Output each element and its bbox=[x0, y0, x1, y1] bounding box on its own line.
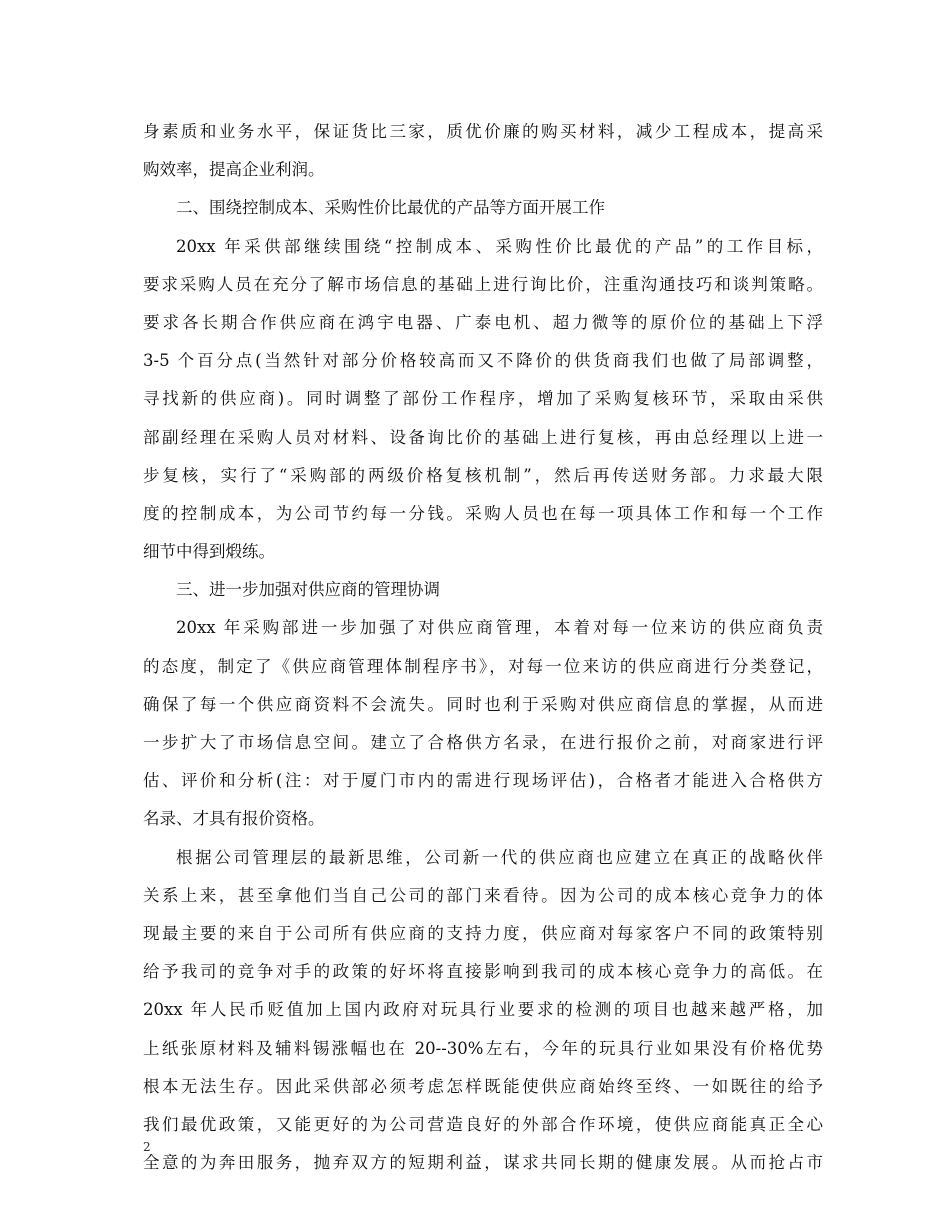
text-line: 20xx 年采供部继续围绕“控制成本、采购性价比最优的产品”的工作目标， bbox=[176, 236, 823, 256]
text-line: 要求各长期合作供应商在鸿宇电器、广泰电机、超力微等的原价位的基础上下浮 bbox=[143, 312, 823, 332]
text-line: 身素质和业务水平，保证货比三家，质优价廉的购买材料，减少工程成本，提高采 bbox=[143, 122, 823, 141]
text-line: 20xx 年采购部进一步加强了对供应商管理，本着对每一位来访的供应商负责 bbox=[176, 618, 823, 638]
text-line: 我们最优政策，又能更好的为公司营造良好的外部合作环境，使供应商能真正全心 bbox=[143, 1114, 823, 1134]
text-line: 关系上来，甚至拿他们当自己公司的部门来看待。因为公司的成本核心竞争力的体 bbox=[143, 885, 823, 905]
text-line: 3-5 个百分点(当然针对部分价格较高而又不降价的供货商我们也做了局部调整， bbox=[143, 351, 823, 371]
text-line: 确保了每一个供应商资料不会流失。同时也利于采购对供应商信息的掌握，从而进 bbox=[143, 694, 823, 714]
text-line: 寻找新的供应商)。同时调整了部份工作程序，增加了采购复核环节，采取由采供 bbox=[143, 389, 823, 409]
text-line: 三、进一步加强对供应商的管理协调 bbox=[176, 580, 440, 600]
text-line: 估、评价和分析(注：对于厦门市内的需进行现场评估)，合格者才能进入合格供方 bbox=[143, 771, 823, 791]
text-line: 现最主要的来自于公司所有供应商的支持力度，供应商对每家客户不同的政策特别 bbox=[143, 923, 823, 943]
text-line: 根本无法生存。因此采供部必须考虑怎样既能使供应商始终至终、一如既往的给予 bbox=[143, 1076, 823, 1096]
text-line: 细节中得到煅练。 bbox=[143, 542, 275, 562]
text-line: 一步扩大了市场信息空间。建立了合格供方名录，在进行报价之前，对商家进行评 bbox=[143, 733, 823, 752]
text-line: 度的控制成本，为公司节约每一分钱。采购人员也在每一项具体工作和每一个工作 bbox=[143, 503, 823, 523]
text-line: 根据公司管理层的最新思维，公司新一代的供应商也应建立在真正的战略伙伴 bbox=[176, 847, 823, 867]
text-line: 的态度，制定了《供应商管理体制程序书》，对每一位来访的供应商进行分类登记， bbox=[143, 656, 823, 676]
document-body bbox=[143, 113, 823, 1182]
text-line: 部副经理在采购人员对材料、设备询比价的基础上进行复核，再由总经理以上进一 bbox=[143, 427, 823, 447]
text-line: 步复核，实行了“采购部的两级价格复核机制”，然后再传送财务部。力求最大限 bbox=[143, 465, 823, 485]
text-line: 名录、才具有报价资格。 bbox=[143, 809, 325, 829]
text-line: 购效率，提高企业利润。 bbox=[143, 160, 325, 180]
text-line: 上纸张原材料及辅料锡涨幅也在 20--30%左右，今年的玩具行业如果没有价格优势 bbox=[143, 1038, 823, 1058]
text-line: 要求采购人员在充分了解市场信息的基础上进行询比价，注重沟通技巧和谈判策略。 bbox=[143, 274, 823, 294]
page-number: 2 bbox=[143, 1140, 151, 1154]
text-line: 20xx 年人民币贬值加上国内政府对玩具行业要求的检测的项目也越来越严格，加 bbox=[143, 1000, 823, 1020]
text-line: 全意的为奔田服务，抛弃双方的短期利益，谋求共同长期的健康发展。从而抢占市 bbox=[143, 1153, 823, 1173]
text-line: 二、围绕控制成本、采购性价比最优的产品等方面开展工作 bbox=[176, 198, 605, 218]
text-line: 给予我司的竞争对手的政策的好坏将直接影响到我司的成本核心竞争力的高低。在 bbox=[143, 962, 823, 982]
